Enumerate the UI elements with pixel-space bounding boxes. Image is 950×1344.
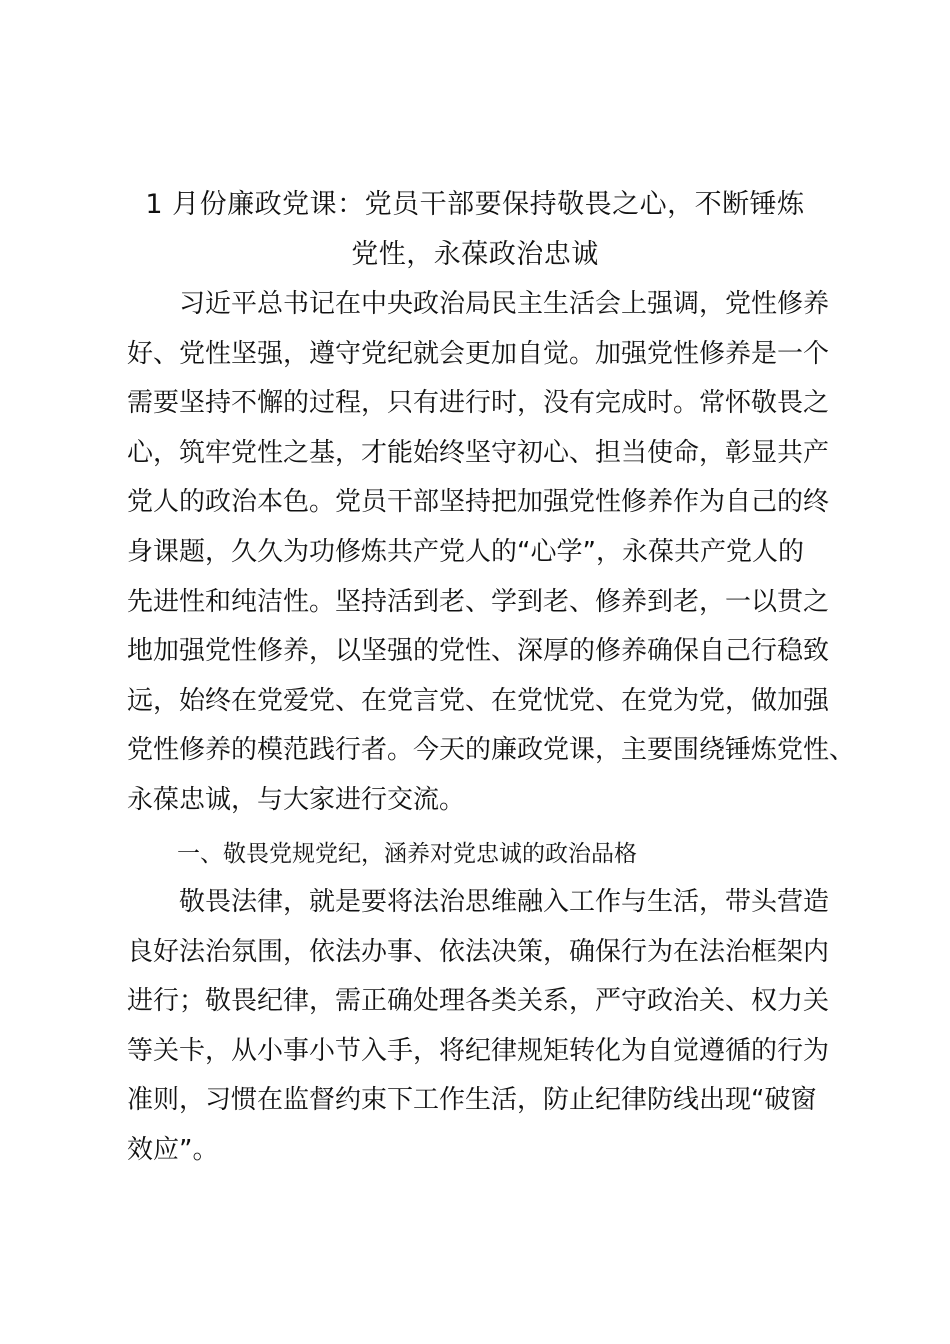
paragraph-line: 良好法治氛围，依法办事、依法决策，确保行为在法治框架内 xyxy=(127,936,830,967)
paragraph-line: 地加强党性修养，以坚强的党性、深厚的修养确保自己行稳致 xyxy=(127,636,830,667)
paragraph-line: 需要坚持不懈的过程，只有进行时，没有完成时。常怀敬畏之 xyxy=(127,388,830,419)
title-line: 1 月份廉政党课：党员干部要保持敬畏之心，不断锤炼 xyxy=(145,189,805,220)
paragraph-line: 永葆忠诚，与大家进行交流。 xyxy=(127,784,466,815)
paragraph-intro xyxy=(127,280,856,826)
paragraph-section1 xyxy=(127,878,837,1176)
paragraph-line: 党人的政治本色。党员干部坚持把加强党性修养作为自己的终 xyxy=(127,487,830,518)
paragraph-line: 准则，习惯在监督约束下工作生活，防止纪律防线出现“破窗 xyxy=(127,1085,817,1116)
paragraph-line: 敬畏法律，就是要将法治思维融入工作与生活，带头营造 xyxy=(127,887,830,917)
paragraph-line: 等关卡，从小事小节入手，将纪律规矩转化为自觉遵循的行为 xyxy=(127,1035,830,1066)
paragraph-line: 效应”。 xyxy=(127,1134,219,1165)
paragraph-line: 习近平总书记在中央政治局民主生活会上强调，党性修养 xyxy=(127,289,830,319)
paragraph-line: 远，始终在党爱党、在党言党、在党忧党、在党为党，做加强 xyxy=(127,685,830,716)
title-line: 党性，永葆政治忠诚 xyxy=(351,239,599,270)
paragraph-line: 进行；敬畏纪律，需正确处理各类关系，严守政治关、权力关 xyxy=(127,986,830,1017)
section-heading: 一、敬畏党规党纪，涵养对党忠诚的政治品格 xyxy=(177,841,637,867)
paragraph-line: 好、党性坚强，遵守党纪就会更加自觉。加强党性修养是一个 xyxy=(127,338,830,369)
paragraph-line: 先进性和纯洁性。坚持活到老、学到老、修养到老，一以贯之 xyxy=(127,586,830,617)
paragraph-line: 党性修养的模范践行者。今天的廉政党课，主要围绕锤炼党性、 xyxy=(127,735,856,766)
document-title xyxy=(120,180,830,280)
paragraph-line: 心，筑牢党性之基，才能始终坚守初心、担当使命，彰显共产 xyxy=(127,437,830,468)
paragraph-line: 身课题，久久为功修炼共产党人的“心学”，永葆共产党人的 xyxy=(127,536,804,567)
